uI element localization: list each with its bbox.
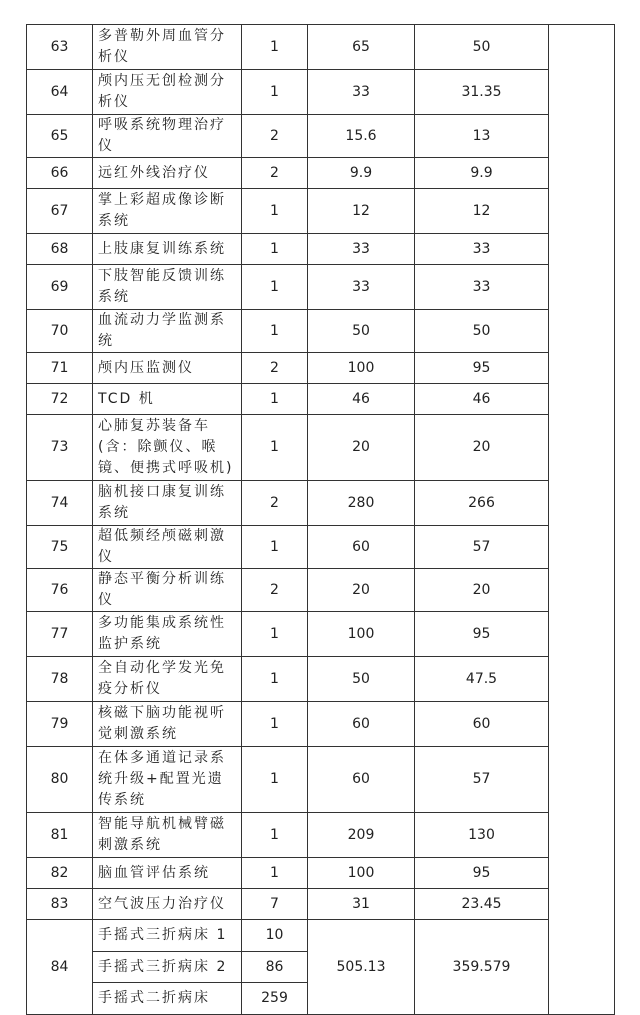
row-number: 80: [27, 747, 93, 813]
row-number: 78: [27, 657, 93, 702]
quantity: 1: [242, 415, 308, 481]
row-number: 73: [27, 415, 93, 481]
equipment-name: 多功能集成系统性监护系统: [93, 612, 242, 657]
budget-amount: 50: [308, 657, 415, 702]
equipment-name: 智能导航机械臂磁刺激系统: [93, 813, 242, 858]
equipment-name: 脑血管评估系统: [93, 858, 242, 889]
contract-amount: 47.5: [415, 657, 549, 702]
quantity: 1: [242, 189, 308, 234]
remarks-cell: [549, 25, 615, 1015]
row-number: 71: [27, 353, 93, 384]
table-row: [27, 70, 615, 115]
quantity: 10: [242, 920, 308, 952]
equipment-name: 下肢智能反馈训练系统: [93, 265, 242, 310]
equipment-name: 颅内压无创检测分析仪: [93, 70, 242, 115]
row-number: 76: [27, 569, 93, 612]
equipment-name: 超低频经颅磁刺激仪: [93, 526, 242, 569]
contract-amount: 266: [415, 481, 549, 526]
budget-amount: 33: [308, 265, 415, 310]
contract-amount: 57: [415, 526, 549, 569]
row-number: 64: [27, 70, 93, 115]
row-number: 68: [27, 234, 93, 265]
budget-amount: 33: [308, 234, 415, 265]
contract-amount: 33: [415, 234, 549, 265]
table-row: [27, 353, 615, 384]
table-row: [27, 657, 615, 702]
contract-amount: 57: [415, 747, 549, 813]
budget-amount: 20: [308, 569, 415, 612]
table-row: [27, 702, 615, 747]
table-row: [27, 481, 615, 526]
equipment-name: 手摇式三折病床 1: [93, 920, 242, 952]
row-number: 84: [27, 920, 93, 1015]
quantity: 1: [242, 384, 308, 415]
equipment-name: 呼吸系统物理治疗仪: [93, 115, 242, 158]
quantity: 7: [242, 889, 308, 920]
table-row: [27, 612, 615, 657]
quantity: 86: [242, 952, 308, 983]
row-number: 81: [27, 813, 93, 858]
quantity: 1: [242, 612, 308, 657]
table-row: [27, 920, 615, 952]
equipment-name: 手摇式二折病床: [93, 983, 242, 1015]
equipment-name: 颅内压监测仪: [93, 353, 242, 384]
budget-amount: 46: [308, 384, 415, 415]
budget-amount: 280: [308, 481, 415, 526]
contract-amount: 31.35: [415, 70, 549, 115]
contract-amount: 9.9: [415, 158, 549, 189]
row-number: 63: [27, 25, 93, 70]
equipment-name: 掌上彩超成像诊断系统: [93, 189, 242, 234]
budget-amount: 15.6: [308, 115, 415, 158]
contract-amount: 95: [415, 858, 549, 889]
row-number: 72: [27, 384, 93, 415]
equipment-name: 远红外线治疗仪: [93, 158, 242, 189]
contract-amount: 60: [415, 702, 549, 747]
budget-amount: 100: [308, 353, 415, 384]
table-row: [27, 813, 615, 858]
table-row: [27, 747, 615, 813]
budget-amount: 60: [308, 702, 415, 747]
table-row: [27, 569, 615, 612]
quantity: 1: [242, 858, 308, 889]
row-number: 69: [27, 265, 93, 310]
equipment-name: 上肢康复训练系统: [93, 234, 242, 265]
table-row: [27, 415, 615, 481]
equipment-name: 全自动化学发光免疫分析仪: [93, 657, 242, 702]
row-number: 65: [27, 115, 93, 158]
budget-amount: 20: [308, 415, 415, 481]
table-row: [27, 25, 615, 70]
quantity: 2: [242, 481, 308, 526]
budget-amount: 65: [308, 25, 415, 70]
table-row: [27, 384, 615, 415]
contract-amount: 359.579: [415, 920, 549, 1015]
row-number: 70: [27, 310, 93, 353]
quantity: 1: [242, 310, 308, 353]
contract-amount: 12: [415, 189, 549, 234]
budget-amount: 33: [308, 70, 415, 115]
table-row: [27, 310, 615, 353]
table-row: [27, 189, 615, 234]
budget-amount: 60: [308, 526, 415, 569]
contract-amount: 95: [415, 612, 549, 657]
row-number: 82: [27, 858, 93, 889]
equipment-name: 脑机接口康复训练系统: [93, 481, 242, 526]
budget-amount: 209: [308, 813, 415, 858]
contract-amount: 46: [415, 384, 549, 415]
quantity: 259: [242, 983, 308, 1015]
row-number: 74: [27, 481, 93, 526]
budget-amount: 50: [308, 310, 415, 353]
quantity: 1: [242, 657, 308, 702]
quantity: 1: [242, 813, 308, 858]
quantity: 1: [242, 234, 308, 265]
equipment-name: 心肺复苏装备车(含：除颤仪、喉镜、便携式呼吸机): [93, 415, 242, 481]
table-row: [27, 158, 615, 189]
contract-amount: 20: [415, 415, 549, 481]
equipment-name: 静态平衡分析训练仪: [93, 569, 242, 612]
table-row: [27, 889, 615, 920]
row-number: 67: [27, 189, 93, 234]
budget-amount: 9.9: [308, 158, 415, 189]
contract-amount: 20: [415, 569, 549, 612]
equipment-name: 血流动力学监测系统: [93, 310, 242, 353]
quantity: 2: [242, 115, 308, 158]
contract-amount: 33: [415, 265, 549, 310]
quantity: 1: [242, 526, 308, 569]
table-row: [27, 115, 615, 158]
row-number: 77: [27, 612, 93, 657]
contract-amount: 130: [415, 813, 549, 858]
table-row: [27, 858, 615, 889]
quantity: 2: [242, 353, 308, 384]
table-row: [27, 526, 615, 569]
quantity: 1: [242, 25, 308, 70]
equipment-name: 多普勒外周血管分析仪: [93, 25, 242, 70]
quantity: 2: [242, 569, 308, 612]
contract-amount: 13: [415, 115, 549, 158]
quantity: 1: [242, 265, 308, 310]
quantity: 1: [242, 70, 308, 115]
contract-amount: 95: [415, 353, 549, 384]
budget-amount: 31: [308, 889, 415, 920]
budget-amount: 60: [308, 747, 415, 813]
equipment-table-body: [27, 25, 615, 1015]
row-number: 66: [27, 158, 93, 189]
quantity: 1: [242, 702, 308, 747]
equipment-name: 空气波压力治疗仪: [93, 889, 242, 920]
table-row: [27, 234, 615, 265]
contract-amount: 50: [415, 310, 549, 353]
equipment-name: TCD 机: [93, 384, 242, 415]
contract-amount: 23.45: [415, 889, 549, 920]
equipment-name: 核磁下脑功能视听觉刺激系统: [93, 702, 242, 747]
row-number: 79: [27, 702, 93, 747]
quantity: 2: [242, 158, 308, 189]
table-row: [27, 265, 615, 310]
equipment-table: [26, 24, 615, 1015]
budget-amount: 12: [308, 189, 415, 234]
row-number: 83: [27, 889, 93, 920]
contract-amount: 50: [415, 25, 549, 70]
row-number: 75: [27, 526, 93, 569]
equipment-name: 在体多通道记录系统升级+配置光遗传系统: [93, 747, 242, 813]
budget-amount: 100: [308, 858, 415, 889]
quantity: 1: [242, 747, 308, 813]
equipment-name: 手摇式三折病床 2: [93, 952, 242, 983]
budget-amount: 505.13: [308, 920, 415, 1015]
budget-amount: 100: [308, 612, 415, 657]
